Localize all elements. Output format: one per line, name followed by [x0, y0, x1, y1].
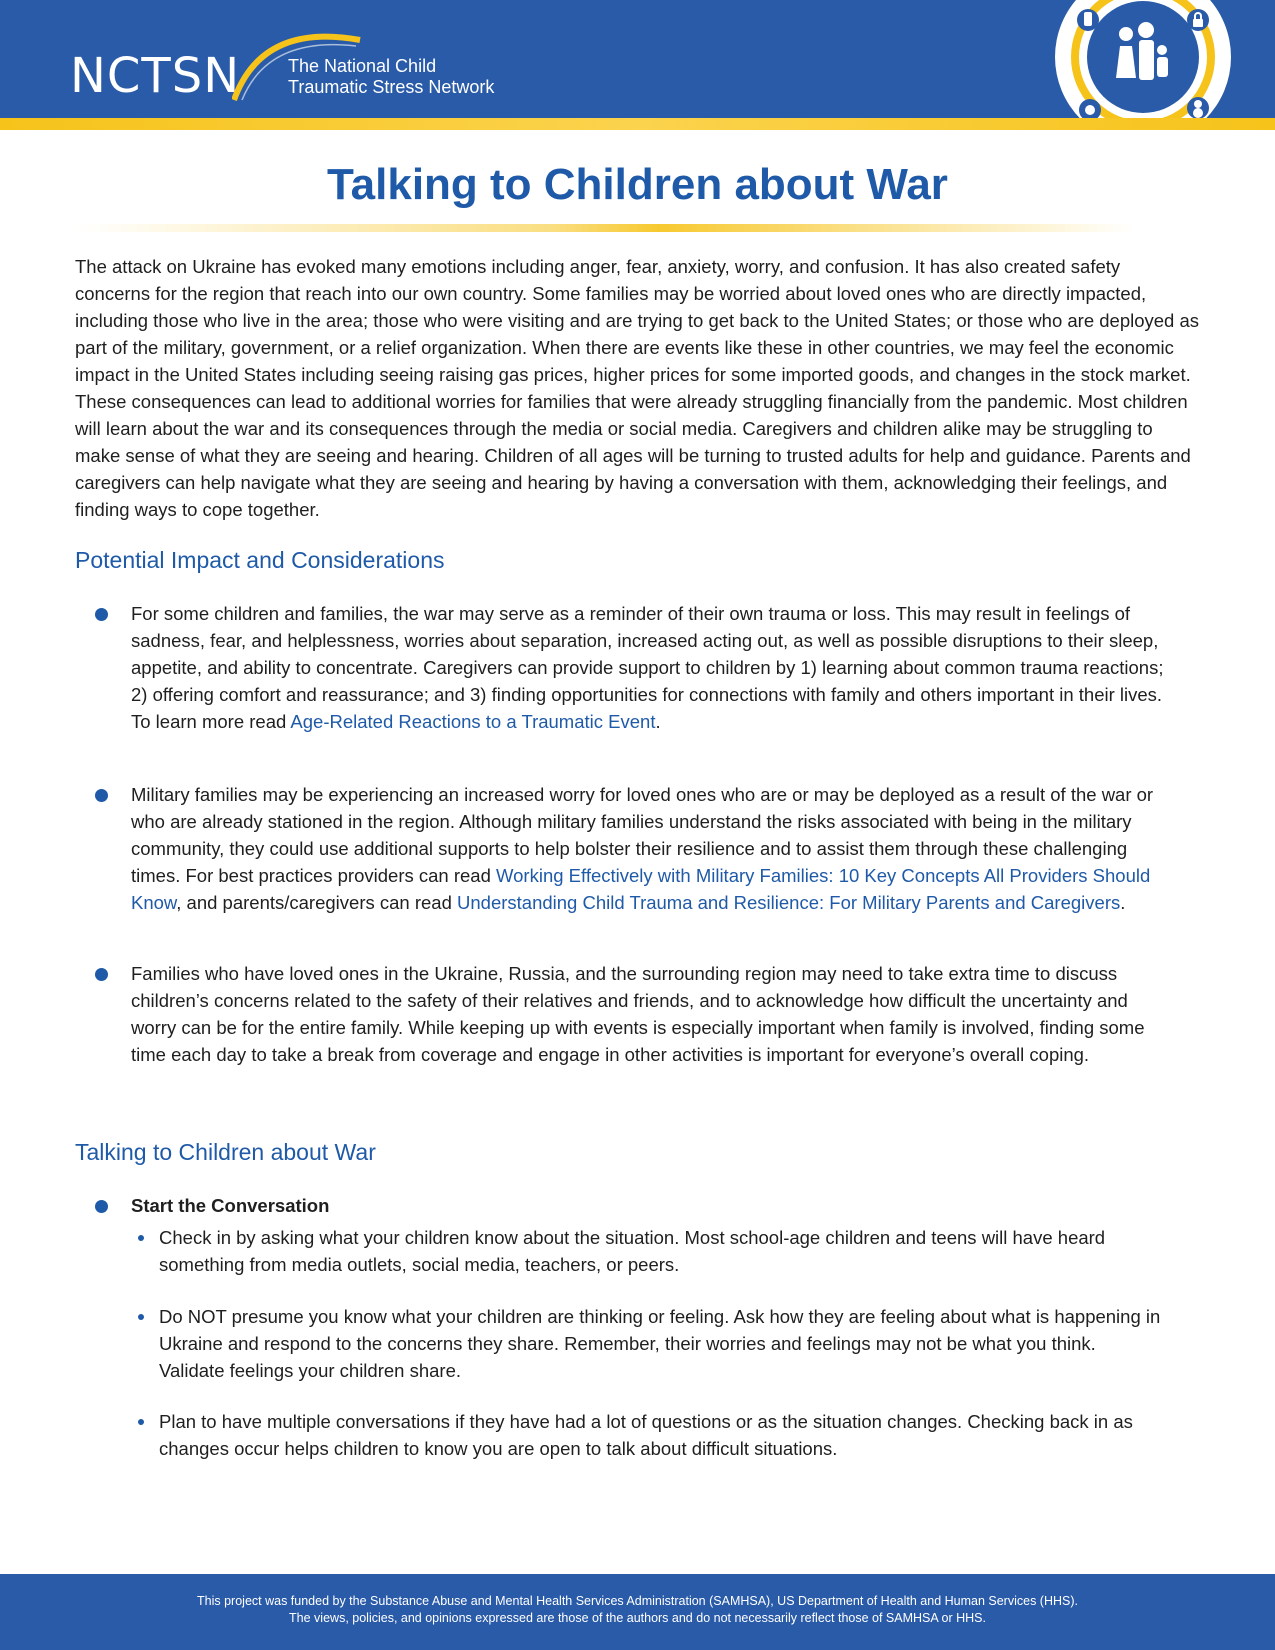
subheading-start-conversation: Start the Conversation — [131, 1195, 330, 1216]
sub-list-item-text: Check in by asking what your children know about the situation. Most school-age children and teens will have heard something from media outlets, social media, teachers, or peers. — [159, 1227, 1106, 1275]
nctsn-logo-text: NCTSN — [70, 48, 241, 104]
footer-bar — [0, 1574, 1275, 1650]
org-name-line2: Traumatic Stress Network — [288, 77, 495, 97]
footer-funding-line: This project was funded by the Substance Abuse and Mental Health Services Administration (SAMHSA), US Department of Health and Human Services (HHS). — [197, 1594, 1078, 1608]
list-item — [95, 600, 1175, 735]
sub-list-item-text: Plan to have multiple conversations if they have had a lot of questions or as the situation changes. Checking back in as changes occur helps children to know you are open to talk about difficult situations. — [159, 1411, 1133, 1459]
link-age-related-reactions[interactable]: Age-Related Reactions to a Traumatic Event — [290, 711, 656, 732]
section-heading-talking: Talking to Children about War — [75, 1139, 376, 1165]
bullet-icon — [95, 789, 108, 802]
list-item-body: Military families may be experiencing an increased worry for loved ones who are or may be deployed as a result of the war or who are already stationed in the region. Although military families understand the risks associated with being in the military community, they could use additional supports to help bolster their resilience and to assist them through these challenging times. For best practices providers can read — [131, 784, 1154, 886]
footer-disclaimer-line: The views, policies, and opinions expressed are those of the authors and do not necessarily reflect those of SAMHSA or HHS. — [289, 1611, 986, 1625]
sub-bullet-icon — [138, 1419, 144, 1425]
link-understanding-child-trauma[interactable]: Understanding Child Trauma and Resilience: For Military Parents and Caregivers — [457, 892, 1121, 913]
header-bar — [0, 0, 1275, 118]
link-working-with-military-families[interactable]: Working Effectively with Military Families: 10 Key Concepts All Providers Should Know — [131, 865, 1151, 913]
title-underline — [75, 224, 1135, 232]
sub-bullet-icon — [138, 1235, 144, 1241]
sub-list-item — [136, 1408, 1166, 1462]
sub-list-item — [136, 1224, 1166, 1278]
sub-list-item — [136, 1303, 1166, 1384]
list-item — [95, 1192, 1175, 1219]
section-heading-impact: Potential Impact and Considerations — [75, 547, 445, 573]
list-item-text: Families who have loved ones in the Ukraine, Russia, and the surrounding region may need to take extra time to discuss children’s concerns related to the safety of their relatives and friends, and to acknowledge how difficult the uncertainty and worry can be for the entire family. While keeping up with events is especially important when family is involved, finding some time each day to take a break from coverage and engage in other activities is important for everyone’s overall coping. — [131, 963, 1145, 1065]
list-item — [95, 781, 1175, 916]
org-name-line1: The National Child — [288, 56, 437, 76]
list-item-body: For some children and families, the war may serve as a reminder of their own trauma or loss. This may result in feelings of sadness, fear, and helplessness, worries about separation, increased acting out, as well as possible disruptions to their sleep, appetite, and ability to concentrate. Caregivers can provide support to children by 1) learning about common trauma reactions; 2) offering comfort and reassurance; and 3) finding opportunities for connections with family and others important in their lives. To learn more read — [131, 603, 1164, 732]
list-item-end: . — [1120, 892, 1126, 913]
list-item — [95, 960, 1175, 1068]
list-item-mid: , and parents/caregivers can read — [176, 892, 458, 913]
page-title: Talking to Children about War — [327, 160, 948, 209]
bullet-icon — [95, 608, 108, 621]
list-item-text — [131, 600, 1175, 735]
header-gold-stripe — [0, 118, 1275, 130]
list-item-text — [131, 781, 1175, 916]
sub-bullet-icon — [138, 1314, 144, 1320]
bullet-icon — [95, 1200, 108, 1213]
sub-list-item-text: Do NOT presume you know what your children are thinking or feeling. Ask how they are feeling about what is happening in Ukraine and respond to the concerns they share. Remember, their worries and feelings may not be what you think. Validate feelings your children share. — [159, 1306, 1161, 1381]
intro-paragraph: The attack on Ukraine has evoked many emotions including anger, fear, anxiety, worry, and confusion. It has also created safety concerns for the region that reach into our own country. Some families may be worried about loved ones who are directly impacted, including those who live in the area; those who were visiting and are trying to get back to the United States; or those who are deployed as part of the military, government, or a relief organization. When there are events like these in other countries, we may feel the economic impact in the United States including seeing raising gas prices, higher prices for some imported goods, and changes in the stock market. These consequences can lead to additional worries for families that were already struggling financially from the pandemic. Most children will learn about the war and its consequences through the media or social media. Caregivers and children alike may be struggling to make sense of what they are seeing and hearing. Children of all ages will be turning to trusted adults for help and guidance. Parents and caregivers can help navigate what they are seeing and hearing by having a conversation with them, acknowledging their feelings, and finding ways to cope together. — [75, 256, 1200, 520]
bullet-icon — [95, 968, 108, 981]
list-item-end: . — [655, 711, 661, 732]
org-name — [288, 56, 494, 98]
